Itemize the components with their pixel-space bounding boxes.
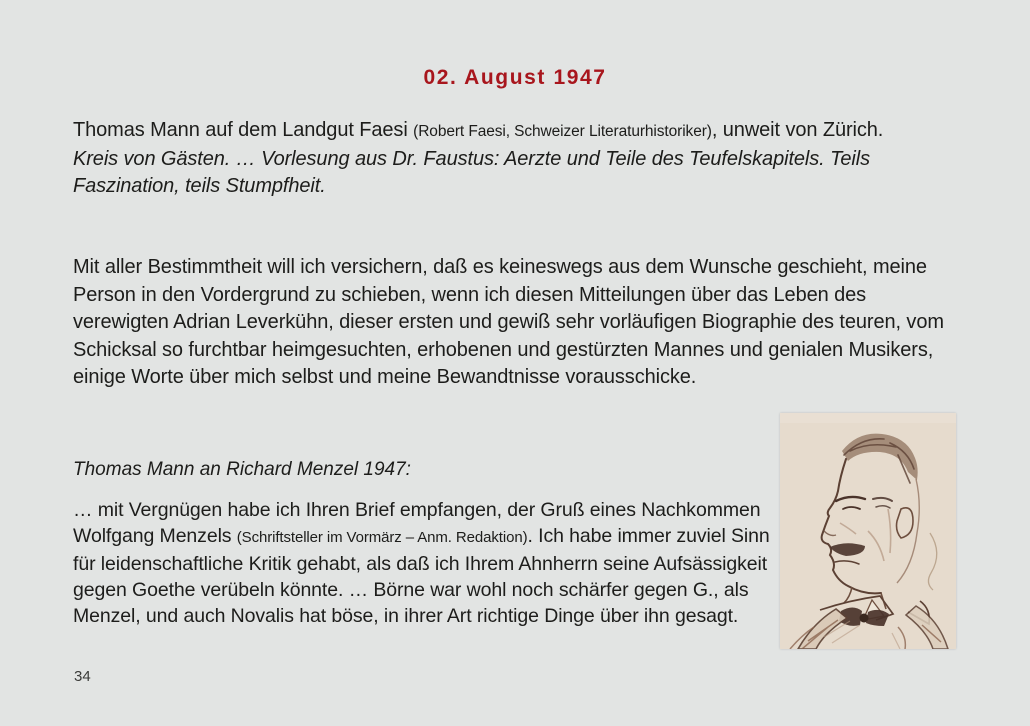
letter-tail: . Ich habe immer zuviel Sinn für leidenschaftliche Kritik gehabt, als daß ich Ihrem Ahnherrn seine Aufsässigkeit gegen Goethe verübeln könnte. … Börne war wohl noch schärfer gegen G., als Menzel, und auch Novalis hat böse, in ihrer Art richtige Dinge über ihn gesagt. bbox=[73, 525, 770, 627]
page-number: 34 bbox=[74, 668, 91, 685]
paragraph-letter-quote bbox=[73, 497, 779, 629]
diary-excerpt: Kreis von Gästen. … Vorlesung aus Dr. Faustus: Aerzte und Teile des Teufelskapitels. Teils Faszination, teils Stumpfheit. bbox=[73, 147, 870, 197]
paragraph-faustus-quote: Mit aller Bestimmtheit will ich versichern, daß es keineswegs aus dem Wunsche geschieht, meine Person in den Vordergrund zu schieben, wenn ich diesen Mitteilungen über das Leben des verewigten Adrian Leverkühn, dieser ersten und gewiß sehr vorläufigen Biographie des teuren, vom Schicksal so furchtbar heimgesuchten, erhobenen und gestürzten Mannes und genialen Musikers, einige Worte über mich selbst und meine Bewandtnisse vorausschicke. bbox=[73, 256, 944, 388]
letter-parenthetical: (Schriftsteller im Vormärz – Anm. Redaktion) bbox=[236, 529, 528, 546]
thomas-mann-portrait bbox=[780, 413, 956, 649]
letter-lead: … mit Vergnügen habe ich Ihren Brief empfangen, der Gruß eines Nachkommen Wolfgang Menzels bbox=[73, 499, 761, 547]
letter-attribution: Thomas Mann an Richard Menzel 1947: bbox=[73, 459, 411, 480]
page-title: 02. August 1947 bbox=[423, 66, 607, 89]
intro-tail: , unweit von Zürich. bbox=[711, 119, 884, 141]
intro-lead: Thomas Mann auf dem Landgut Faesi bbox=[73, 119, 414, 141]
portrait-sketch-drawing bbox=[780, 413, 956, 649]
paragraph-intro bbox=[73, 117, 958, 201]
intro-parenthetical: (Robert Faesi, Schweizer Literaturhistoriker) bbox=[413, 123, 712, 140]
